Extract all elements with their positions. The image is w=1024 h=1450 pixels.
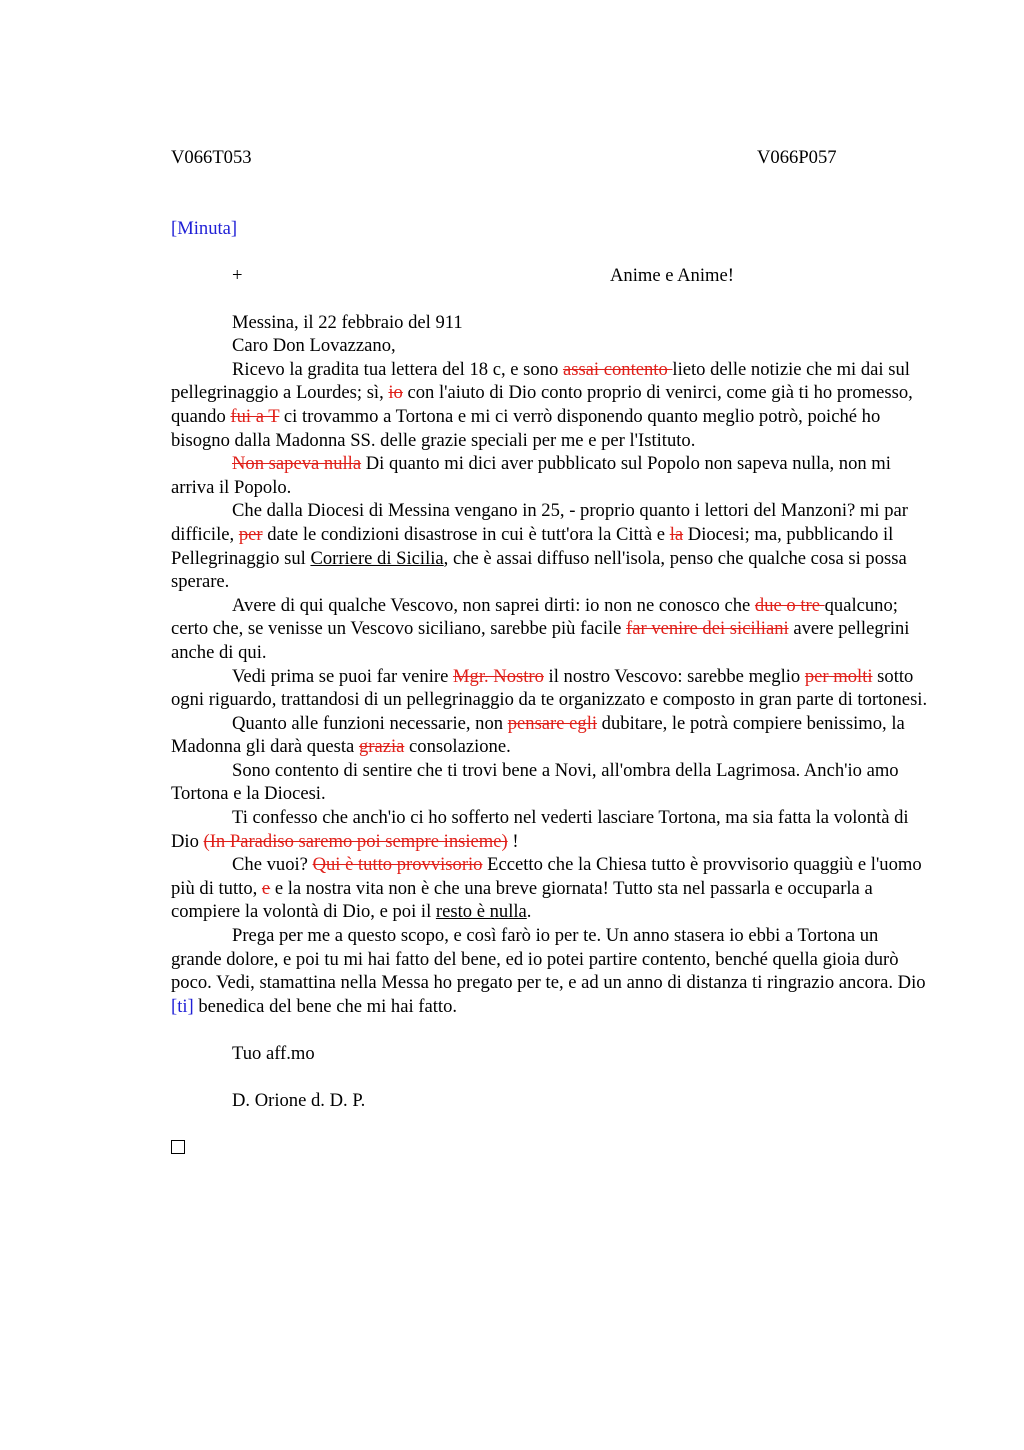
body-paragraph (171, 594, 929, 665)
text-segment: consolazione. (404, 736, 511, 758)
text-segment: lieto delle notizie che mi dai sul pellegrinaggio a Lourdes; sì, (171, 358, 910, 404)
text-segment: sotto ogni riguardo, trattandosi di un pellegrinaggio da te organizzato e composto in gran parte di tortonesi. (171, 665, 928, 711)
salutation: Caro Don Lovazzano, (232, 335, 396, 357)
text-segment: il nostro Vescovo: sarebbe meglio (543, 665, 805, 687)
text-segment: Quanto alle funzioni necessarie, non (232, 712, 508, 734)
text-segment: Vedi prima se puoi far venire (232, 665, 453, 687)
header-codes (171, 146, 929, 170)
text-segment: date le condizioni disastrose in cui è tutt'ora la Città e (262, 523, 670, 545)
underlined-text: resto è nulla (435, 901, 527, 923)
body-paragraph (171, 665, 929, 712)
body-paragraph (171, 712, 929, 759)
closing: Tuo aff.mo (232, 1043, 315, 1064)
text-segment: Prega per me a questo scopo, e così farò io per te. Un anno stasera io ebbi a Tortona un grande dolore, e poi tu mi hai fatto del bene, ed io potei partire contento, benché quella gioia durò poco. Vedi, stamattina nella Messa ho pregato per te, e ad un anno di distanza ti ringrazio ancora. Dio (171, 925, 926, 994)
signature: D. Orione d. D. P. (232, 1090, 366, 1112)
text-segment: e la nostra vita non è che una breve giornata! Tutto sta nel passarla e occuparla a compiere la volontà di Dio, e poi il (171, 877, 873, 923)
cross-motto-row (171, 264, 929, 288)
body-paragraph (171, 452, 929, 499)
text-segment: Di quanto mi dici aver pubblicato sul Popolo non sapeva nulla, non mi arriva il Popolo. (171, 453, 891, 498)
end-box-icon (171, 1136, 929, 1161)
cross-mark: + (232, 264, 243, 286)
letter-page (171, 146, 929, 1161)
text-segment: . (526, 901, 532, 923)
text-segment: avere pellegrini anche di qui. (171, 618, 910, 663)
body-paragraph (171, 358, 929, 452)
letter-body (171, 358, 929, 1019)
deleted-text: Mgr. Nostro (452, 665, 544, 687)
text-segment: Che dalla Diocesi di Messina vengano in 25, - proprio quanto i lettori del Manzoni? mi par difficile, (171, 500, 908, 545)
deleted-text: la (669, 523, 684, 545)
deleted-text: per (238, 523, 263, 545)
text-segment: Eccetto che la Chiesa tutto è provvisorio quaggiù e l'uomo più di tutto, (171, 854, 922, 899)
text-segment: ci trovammo a Tortona e mi ci verrò disponendo quanto meglio potrò, poiché ho bisogno dalla Madonna SS. delle grazie speciali per me e per l'Istituto. (171, 405, 881, 451)
text-segment: dubitare, le potrà compiere benissimo, la Madonna gli darà questa (171, 712, 905, 758)
body-paragraph (171, 853, 929, 924)
body-paragraph (171, 499, 929, 593)
motto: Anime e Anime! (610, 264, 734, 286)
deleted-text: far venire dei siciliani (626, 618, 789, 640)
minuta-label: [Minuta] (171, 218, 238, 239)
editorial-insertion: [ti] (171, 995, 194, 1017)
deleted-text: per molti (804, 665, 873, 687)
deleted-text: due o tre (754, 594, 825, 616)
deleted-text: grazia (358, 736, 405, 758)
text-segment: qualcuno; certo che, se venisse un Vescovo siciliano, sarebbe più facile (171, 594, 898, 640)
body-paragraph (171, 806, 929, 853)
deleted-text: assai contento (562, 358, 673, 380)
deleted-text: pensare egli (507, 712, 598, 734)
deleted-text: Qui è tutto provvisorio (312, 854, 483, 876)
underlined-text: Corriere di Sicilia (310, 547, 444, 569)
text-segment: Ricevo la gradita tua lettera del 18 c, e sono (232, 358, 563, 380)
text-segment: Diocesi; ma, pubblicando il Pellegrinaggio sul (171, 523, 894, 569)
text-segment: Avere di qui qualche Vescovo, non saprei dirti: io non ne conosco che (232, 594, 755, 616)
deleted-text: io (388, 382, 403, 404)
deleted-text: e (261, 877, 271, 899)
deleted-text: Non sapeva nulla (232, 453, 362, 475)
text-segment: Che vuoi? (232, 854, 313, 876)
deleted-text: fui a T (230, 405, 280, 427)
body-paragraph (171, 924, 929, 1018)
letter-date: Messina, il 22 febbraio del 911 (232, 311, 463, 333)
deleted-text: (In Paradiso saremo poi sempre insieme) (203, 830, 508, 852)
right-code: V066P057 (757, 147, 837, 168)
text-segment: , che è assai diffuso nell'isola, penso che qualche cosa si possa sperare. (171, 547, 907, 593)
text-segment: ! (507, 830, 519, 852)
text-segment: con l'aiuto di Dio conto proprio di venirci, come già ti ho promesso, quando (171, 382, 913, 427)
body-paragraph (171, 759, 929, 806)
text-segment: Ti confesso che anch'io ci ho sofferto nel vederti lasciare Tortona, ma sia fatta la volontà di Dio (171, 807, 909, 852)
text-segment: Sono contento di sentire che ti trovi bene a Novi, all'ombra della Lagrimosa. Anch'io amo Tortona e la Diocesi. (171, 759, 899, 805)
left-code: V066T053 (171, 147, 252, 168)
text-segment: benedica del bene che mi hai fatto. (193, 995, 458, 1017)
